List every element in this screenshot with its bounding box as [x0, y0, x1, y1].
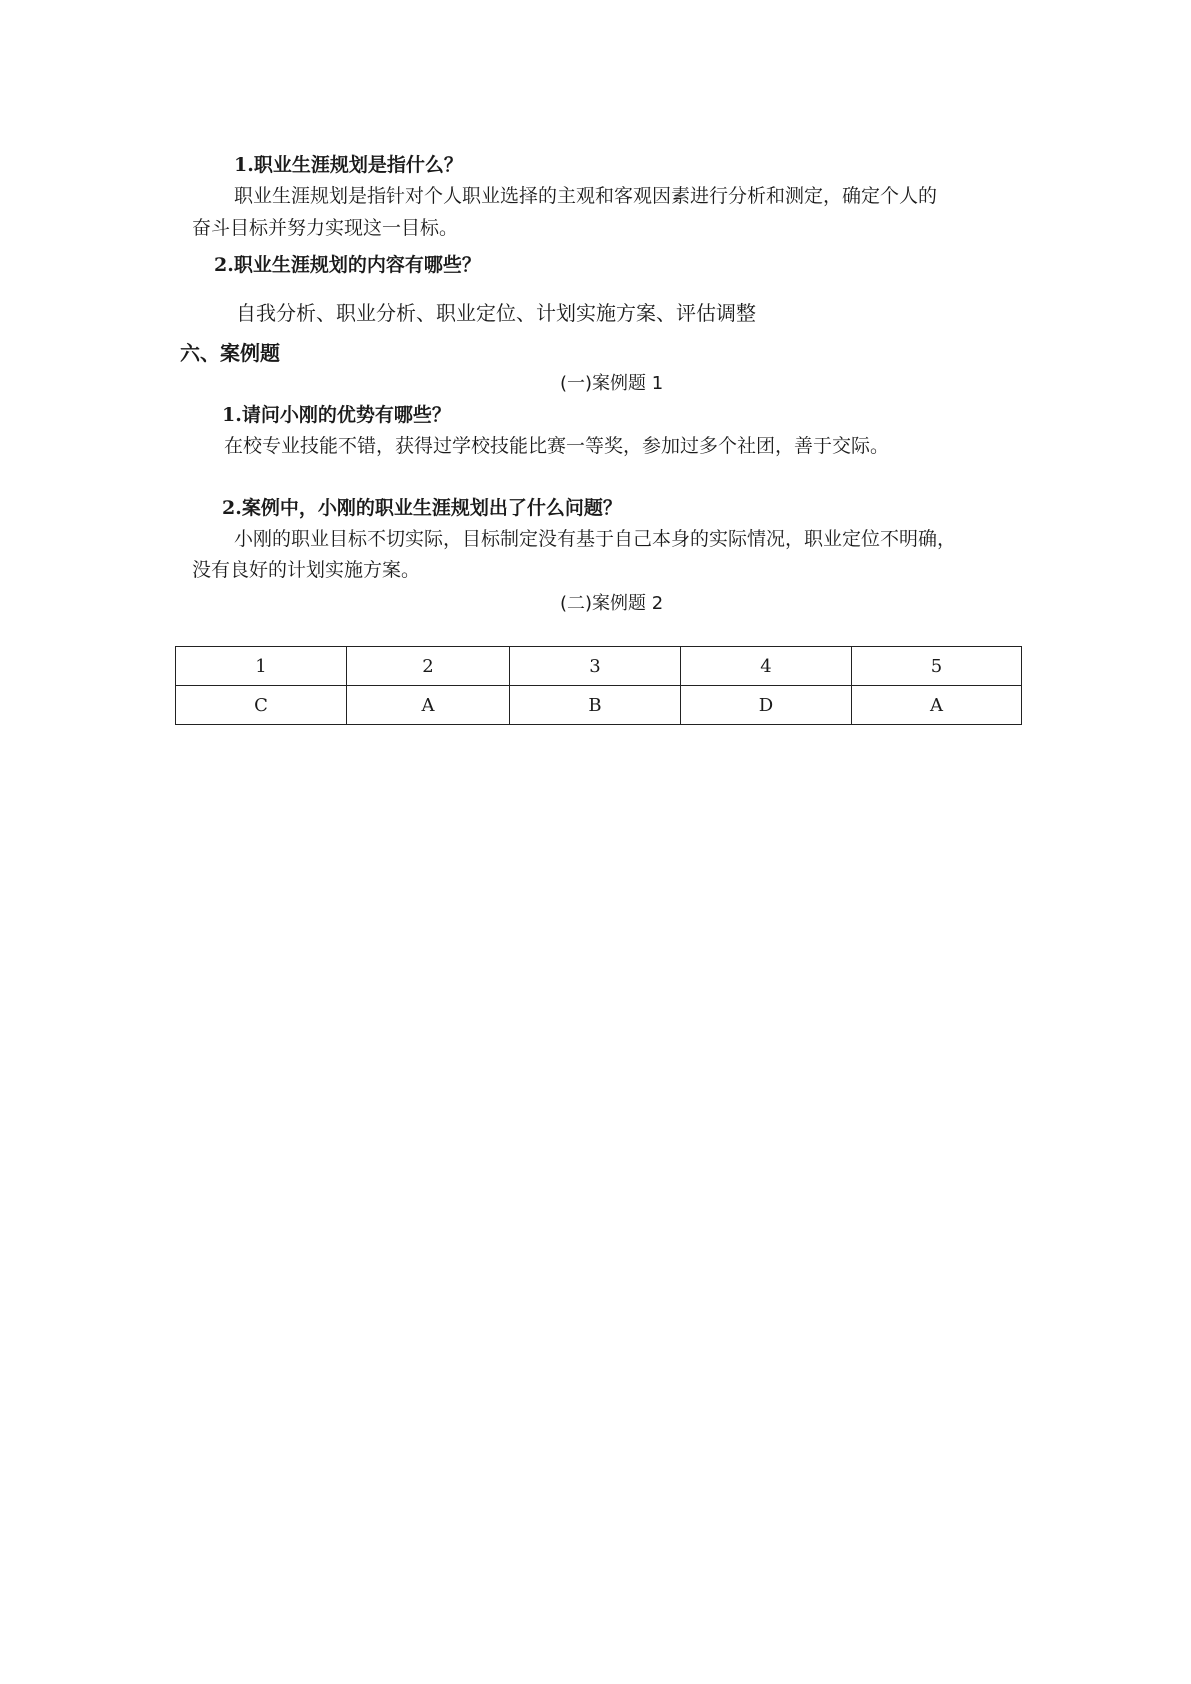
table-header-cell: 4	[681, 647, 852, 686]
case-1-answer-2-line-1: 小刚的职业目标不切实际，目标制定没有基于自己本身的实际情况，职业定位不明确，	[234, 528, 957, 550]
case-1-answer-2-line-2: 没有良好的计划实施方案。	[192, 559, 421, 581]
table-header-cell: 2	[347, 647, 510, 686]
question-1-heading: 1.职业生涯规划是指什么？	[234, 154, 463, 176]
table-answer-cell: D	[681, 686, 852, 725]
answer-2-text: 自我分析、职业分析、职业定位、计划实施方案、评估调整	[236, 301, 756, 325]
table-answer-cell: A	[852, 686, 1022, 725]
table-answer-cell: B	[510, 686, 681, 725]
answer-1-line-1: 职业生涯规划是指针对个人职业选择的主观和客观因素进行分析和测定，确定个人的	[234, 185, 938, 207]
table-header-cell: 1	[176, 647, 347, 686]
case-1-title: (一)案例题 1	[560, 373, 664, 394]
case-1-question-1: 1.请问小刚的优势有哪些？	[222, 404, 451, 426]
table-header-cell: 5	[852, 647, 1022, 686]
case-2-title: (二)案例题 2	[560, 593, 664, 614]
answer-1-line-2: 奋斗目标并努力实现这一目标。	[192, 217, 459, 239]
table-header-row	[176, 647, 1022, 686]
question-2-heading: 2.职业生涯规划的内容有哪些？	[214, 254, 481, 276]
section-case-questions-heading: 六、案例题	[180, 341, 280, 365]
table-answer-cell: C	[176, 686, 347, 725]
table-answer-row	[176, 686, 1022, 725]
table-header-cell: 3	[510, 647, 681, 686]
case-1-question-2: 2.案例中，小刚的职业生涯规划出了什么问题？	[222, 497, 622, 519]
table-answer-cell: A	[347, 686, 510, 725]
case-1-answer-1: 在校专业技能不错，获得过学校技能比赛一等奖，参加过多个社团，善于交际。	[224, 435, 890, 457]
case-2-answer-table	[175, 646, 1022, 725]
